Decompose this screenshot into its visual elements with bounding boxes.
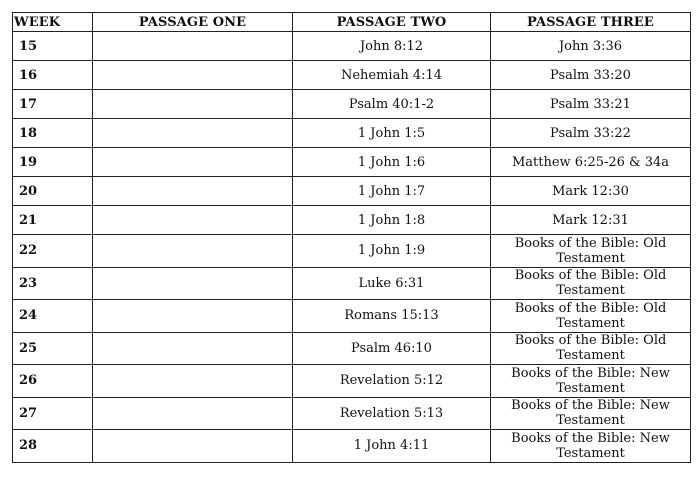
week-cell: 17 <box>13 90 93 119</box>
week-cell: 19 <box>13 148 93 177</box>
week-cell: 20 <box>13 177 93 206</box>
week-cell: 23 <box>13 267 93 300</box>
passage-two-cell: 1 John 1:8 <box>293 206 491 235</box>
table-header <box>13 13 691 32</box>
passage-one-cell <box>93 332 293 365</box>
passage-three-cell: Mark 12:31 <box>491 206 691 235</box>
table-row <box>13 267 691 300</box>
header-passage-one: PASSAGE ONE <box>93 13 293 32</box>
table-row <box>13 32 691 61</box>
passage-two-cell: Revelation 5:13 <box>293 397 491 430</box>
passage-two-cell: Romans 15:13 <box>293 300 491 333</box>
week-cell: 28 <box>13 430 93 463</box>
week-cell: 15 <box>13 32 93 61</box>
week-cell: 22 <box>13 235 93 268</box>
passage-three-cell: Books of the Bible: Old Testament <box>491 267 691 300</box>
week-cell: 26 <box>13 365 93 398</box>
table-row <box>13 206 691 235</box>
week-cell: 25 <box>13 332 93 365</box>
table-row <box>13 61 691 90</box>
table-row <box>13 300 691 333</box>
passage-two-cell: Revelation 5:12 <box>293 365 491 398</box>
passage-three-cell: Psalm 33:21 <box>491 90 691 119</box>
header-passage-two: PASSAGE TWO <box>293 13 491 32</box>
passage-one-cell <box>93 148 293 177</box>
passage-three-cell: Matthew 6:25-26 & 34a <box>491 148 691 177</box>
passage-three-cell: Books of the Bible: New Testament <box>491 430 691 463</box>
passage-one-cell <box>93 267 293 300</box>
passage-two-cell: 1 John 1:9 <box>293 235 491 268</box>
passage-two-cell: Nehemiah 4:14 <box>293 61 491 90</box>
header-row <box>13 13 691 32</box>
header-passage-three: PASSAGE THREE <box>491 13 691 32</box>
passage-one-cell <box>93 119 293 148</box>
table-row <box>13 90 691 119</box>
passage-one-cell <box>93 235 293 268</box>
passage-one-cell <box>93 397 293 430</box>
passage-three-cell: Books of the Bible: Old Testament <box>491 235 691 268</box>
week-cell: 24 <box>13 300 93 333</box>
week-cell: 21 <box>13 206 93 235</box>
passage-three-cell: John 3:36 <box>491 32 691 61</box>
week-cell: 18 <box>13 119 93 148</box>
passage-three-cell: Psalm 33:22 <box>491 119 691 148</box>
table-row <box>13 397 691 430</box>
passage-two-cell: 1 John 1:5 <box>293 119 491 148</box>
header-week: WEEK <box>13 13 93 32</box>
passage-three-cell: Books of the Bible: Old Testament <box>491 332 691 365</box>
passage-three-cell: Books of the Bible: New Testament <box>491 365 691 398</box>
passage-three-cell: Books of the Bible: New Testament <box>491 397 691 430</box>
table-row <box>13 430 691 463</box>
passage-three-cell: Books of the Bible: Old Testament <box>491 300 691 333</box>
passage-two-cell: Psalm 46:10 <box>293 332 491 365</box>
passage-one-cell <box>93 206 293 235</box>
passage-one-cell <box>93 365 293 398</box>
passage-two-cell: Luke 6:31 <box>293 267 491 300</box>
passage-one-cell <box>93 430 293 463</box>
table-row <box>13 235 691 268</box>
passage-one-cell <box>93 90 293 119</box>
table-row <box>13 365 691 398</box>
table-row <box>13 119 691 148</box>
table-row <box>13 332 691 365</box>
passage-one-cell <box>93 61 293 90</box>
passage-three-cell: Mark 12:30 <box>491 177 691 206</box>
passage-two-cell: 1 John 1:6 <box>293 148 491 177</box>
passage-one-cell <box>93 177 293 206</box>
week-cell: 27 <box>13 397 93 430</box>
passage-three-cell: Psalm 33:20 <box>491 61 691 90</box>
passage-two-cell: 1 John 1:7 <box>293 177 491 206</box>
week-cell: 16 <box>13 61 93 90</box>
passage-two-cell: Psalm 40:1-2 <box>293 90 491 119</box>
table-row <box>13 148 691 177</box>
passage-one-cell <box>93 32 293 61</box>
table-body <box>13 32 691 463</box>
memory-verse-table <box>12 12 691 463</box>
table-row <box>13 177 691 206</box>
passage-two-cell: 1 John 4:11 <box>293 430 491 463</box>
passage-one-cell <box>93 300 293 333</box>
passage-two-cell: John 8:12 <box>293 32 491 61</box>
